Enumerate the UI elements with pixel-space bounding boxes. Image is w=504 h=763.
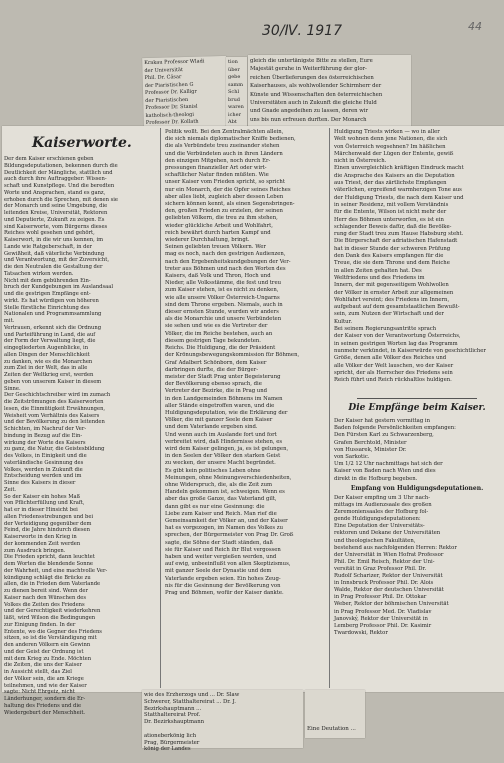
column-divider <box>329 128 330 688</box>
clipping-top-strip <box>226 57 247 127</box>
section-text-empfaenge: Der Kaiser hat gestern vormittag in Baden folgende Persönlichkeiten empfangen: Den Fürsten Karl zu Schwarzenberg, Grafen Berchtold, Minister von Hussarek, Minister Dr. von Sarkotic. Um 1/2 12 Uhr nachmittags hat sich der Kaiser von Baden nach Wien und dies direkt in die Hofburg begeben. <box>334 418 456 482</box>
handwritten-date: 30/Ⅳ. 1917 <box>262 23 342 39</box>
column-divider <box>160 128 161 688</box>
article-column-3 <box>332 126 502 692</box>
clipping-text: Krakau Professor Wladi der Universität Phil. Dr. Cäsar der Piaristischen G Professor Dr. Kalligr der Piaristischen Professor Dr. Stanisl katholisch-theologi Professor Dr. Kollath <box>144 58 205 127</box>
clipping-text: tion über gebe samm Schl brud waren icher Abt <box>228 59 244 125</box>
clipping-bottom-right <box>305 690 365 738</box>
clipping-top-right <box>248 55 411 127</box>
handwritten-page-number: 44 <box>468 20 482 33</box>
section-heading-empfaenge: Die Empfänge beim Kaiser. <box>348 403 486 413</box>
clipping-text: Eine Deutation ... <box>307 726 356 732</box>
main-article <box>2 126 504 716</box>
section-rule <box>357 398 477 399</box>
column-3-text: Huldigung Triests wirken — wo in aller Welt wohnen denn jene Nationen, die sich von Österreich wegsehnen? Im häßlichen Märchenwald der Lügen der Entente, gewiß nicht in Österreich. Einen unvergleichlich kräftigen Eindruck macht die Ansprache des Kaisers an die Deputation aus Triest, der das zärtlichste Empfangen väterlichen, ergreifend warmherzigen Tone aus der Huldigung Triests, die nach dem Kaiser und in seiner Residenz, mit vollem Verständnis für die Entente, Wilson ist nicht mehr der Herr des Böhmen unterworfen, es ist ein schlagender Beweis dafür, daß die Bevölke- rung der Stadt treu zum Hause Habsburg steht. Die Bürgerschaft der adriatischen Hafenstadt hat in dieser Stunde der schweren Prüfung den Dank des Kaisers empfangen für die Treue, die sie dem Throne und dem Reiche in allen Zeiten gehalten hat. Des Weltfriedens und des Friedens im Innern, der mit gegenseitigem Wohlwollen der Völker in ernster Arbeit zur allgemeinen Wohlfahrt vereint; des Friedens im Innern, aufgebaut auf dem gesamtstaatlichen Bewußt- sein, zum Nutzen der Wirtschaft und der Kultur. Bei seinem Regierungsantritte sprach der Kaiser von der Verantwortung Österreichs, in seinen gestrigen Worten lag das Programm nunmehr verkündet, in Kaiserwürde von geschichtlicher Größe, denen alle Völker des Reiches und alle Völker der Welt lauschen, wo der Kaiser spricht, der als Herrscher des Friedens sein Reich führt und Reich rückhaltlos huldigen. <box>334 129 486 384</box>
article-headline: Kaiserworte. <box>32 135 132 151</box>
column-1-text: Der dem Kaiser erschienen geben Bildungsdeputationen, bekennen durch die Deutlichkeit der Mängliche, stattlich und auch durch ihre Auftraggeber: Wissen- schaft und Kunstpflege. Und die beredten Worte und Ansprachen, stand es ganz, erhoben durch die Sprechen, mit denen sie der Monarch und seine Umgebung, die leitenden Kreise, Universität, Rektoren und Deputierte, Zukunft zu zeigen. Es sind Kaiserworte, vom Bürgerns dieses Reiches wohl gesehen und gehört, Kaiserwort, in die wir uns kennen, im Lande wie Ratgeberschaft, in der Gewißheit, daß väterliche Verbindung und Verantwortung, mit der Zuversicht, die den Neutralen die Gestaltung der Tatsachen wirken werden. Nicht mit dem gebührenden Ein- bruch der Kundgebungen im Auslandsaal und die gestrigen Empfänge ent- wirkt. Es hat würdigen von höheren Stelle fürstliche Einrichtung des Nationalen und Programmsammlung mit. Vertrauen, erkennt sich die Ordnung und Parteiführung in Land, die auf der Form der Verwaltung liegt, die eingegliederten Augenblicke, in allen Dingen der Menschlichkeit zu danken, wie es die Monarchen zum Ziel in der Welt, das in alle Zeiten der Weltkrieg erst, werden geben von unserem Kaiser in diesem Sinne. Der Geschichtschreiber wird im zumach die Zeitströmungen des Kaiserworten lesen, die Einmütigkeit Erwähnungen, Weisheit vom Verhältnis des Kaisers und der Bevölkerung zu den leitenden Schichten, im Nachruf der Ver- bindung in Bezug auf die Ein- wirkung der Worte des Kaisers zu ganz, die Natur, die Geistesbildung des Volkes, in Einigkeit und die vaterländische Gesinnung des Volkes, werden in Zukunft die Entscheidung werden und im Sinne des Kaisers in dieser Zeit. So der Kaiser ein hohes Maß von Pflichterfüllung und Kraft, hat er in dieser Hinsicht bei allen Friedensstrebungen und bei der Verteidigung gegenüber dem Feind, die Jahre hindurch diesen Kaiserworte in den Krieg in der kommenden Zeit werden zum Ausdruck bringen. Die Frieden spricht, dann leuchtet dem Worten die blendende Sonne der Wahrheit, und eine machtvolle Ver- kündigung schlägt die Brücke zu allen, die in Frieden dem Vaterlande zu dienen bereit sind. Wenn der Kaiser nach den Wünschen des Volkes die Zeiten des Friedens und der Gerechtigkeit wiederkehren läßt, wird Wilson die Bedingungen zur Einigung finden. In der Entente, wo die Gegner des Friedens sitzen, so ist die Verständigung mit den anderen Völkern ein Gewinn und der Geist der Ordnung ist mit dem Krieg zu Ende. Möchten die Zeiten, die uns der Kaiser in Aussicht stellt, das Ziel der Völker sein, die am Kriege teilnehmen, und wie der Kaiser sagte: Nicht Ehrgeiz, nicht Länderhunger, sondern die Er- haltung des Friedens und die Wiedergeburt der Menschheit. <box>4 156 119 716</box>
clipping-top-left <box>142 56 228 128</box>
article-column-1 <box>2 126 159 716</box>
clipping-text: gleich die untertänigste Bitte zu stellen, Eure Majestät geruhe in Weiterführung der glor- reichen Überlieferungen des österreichischen Kaiserhauses, als wohlwollender Schirmherr der Künste und Wissenschaften den österreichischen Universitäten auch in Zukunft die gleiche Huld und Gnade angedeihen zu lassen, deren wir uns bis nun erfreuen durften. Der Monarch <box>250 58 383 123</box>
clipping-bottom <box>142 690 303 753</box>
column-2-text: Politik wollt. Bei den Zentralmächten allein, die sich niemals diplomatischer Kniffe bedienen, die als Verbündete treu zueinander stehen und die Verbündeten auch in ihren Ländern den einzigen Mitgehen, noch durch Er- pressungen finanzieller Art oder wirt- schaftlicher Natur finden müßten. Wie unser Kaiser vom Frieden spricht, so spricht nur ein Monarch, der die Opfer seines Reiches aber alles liebt, zugleich aber dessen Leben sichern können kennt, als einen Segensbringen- den, großen Frieden zu erzielen, der seinen geliebten Völkern, die treu zu ihm stehen, wieder glückliche Arbeit und Wohlfahrt, reich bewährt durch harten Kampf und wiederer Durchhaltung, bringt. Seinen geliebten treuen Völkern. Wer mag es noch, nach den gestrigen Audienzen, nach den Ergebenheitskundgebungen der Ver- treter aus Böhmen und nach den Worten des Kaisers, daß Volk und Thron, Hoch und Nieder, alle Volksstämme, die fest und treu zum Kaiser stehen, ist es nicht zu denken, wie alle unsere Völker Österreich-Ungarns sind dem Throne ergeben. Niemals, auch in dieser ernsten Stunde, wurden wir anders als die Monarchie und unsere Verbündeten sie sehen und wie es die Vertreter der Völker, die im Reiche bestehen, auch an diesem gestrigen Tage bekundeten. Reichs. Die Huldigung, die der Präsident der Krönungsbewegungskommission für Böhmen, Graf Adalbert Schönborn, dem Kaiser darbringen durfte, die der Bürger- meister der Stadt Prag unter Begeisterung der Bevölkerung ebenso sprach, die Vertreter der Bezirke, die in Prag und in den Landgemeinden Böhmens im Namen aller Stände eingetroffen waren, und die Huldigungsdeputation, wie die Erklärung der Völker, die mit ganzer Seele dem Kaiser und dem Vaterlande ergeben sind. Und wenn auch im Auslande fort und fort verbreitet wird, daß Hindernisse stehen, es wird dem Kaiser gelingen, ja, es ist gelungen, in den Seelen der Völker den starken Geist zu wecken, der unsere Macht begründet. Es gibt kein politisches Leben ohne Meinungen, ohne Meinungsverschiedenheiten, ohne Widerspruch, die, als die Zeit zum Handeln gekommen ist, schweigen. Wenn es aber das große Ganze, das Vaterland gilt, dann gibt es nur eine Gesinnung: die Liebe zum Kaiser und Reich. Man rief die Gemeinsamkeit der Völker an, und der Kaiser hat es vorgezogen, im Namen des Volkes zu sprechen, der Bürgermeister von Prag Dr. Groß sagte, die Söhne der Stadt ständen, daß sie für Kaiser und Reich ihr Blut vergossen haben und weiter vergießen werden, und auf ewig, unbeeinflußt von allen Skeptizismus, mit ganzer Seele der Dynastie und dem Vaterlande ergeben seien. Ein hohes Zeug- nis für die Gesinnung der Bevölkerung von Prag und Böhmen, wofür der Kaiser dankte. <box>165 129 300 596</box>
section-heading-deputationen: Empfang von Huldigungsdeputationen. <box>350 485 484 492</box>
section-text-deputationen: Der Kaiser empfing um 3 Uhr nach- mittags im Audienzsaale des großen Zeremoniensaales der Hofburg fol- gende Huldigungsdeputationen: Eine Deputation der Universitäts- rektoren und Dekane der Universitäten und theologischen Fakultäten, bestehend aus nachfolgenden Herren: Rektor der Universität in Wien Hofrat Professor Phil. Dr. Emil Reisch, Rektor der Uni- versität in Graz Professor Phil. Dr. Rudolf Scharizer, Rektor der Universität in Innsbruck Professor Phil. Dr. Alois Walde, Rektor der deutschen Universität in Prag Professor Phil. Dr. Ottokar Weber, Rektor der böhmischen Universität in Prag Professor Med. Dr. Vladislav Janovský, Rektor der Universität in Lemberg Professor Phil. Dr. Kasimir Twardowski, Rektor <box>334 495 457 636</box>
clipping-text: wie des Erzherzogs und ... Dr. Slaw Schwerer, Statthaltereirat ... Dr. J. Bezirkshauptmann ... Statthaltereirat Prof. Dr. Bezirkshauptmann ationeberkönig lich Prag, Bürgermeister könig der Landes <box>144 692 240 753</box>
article-column-2 <box>163 126 327 692</box>
